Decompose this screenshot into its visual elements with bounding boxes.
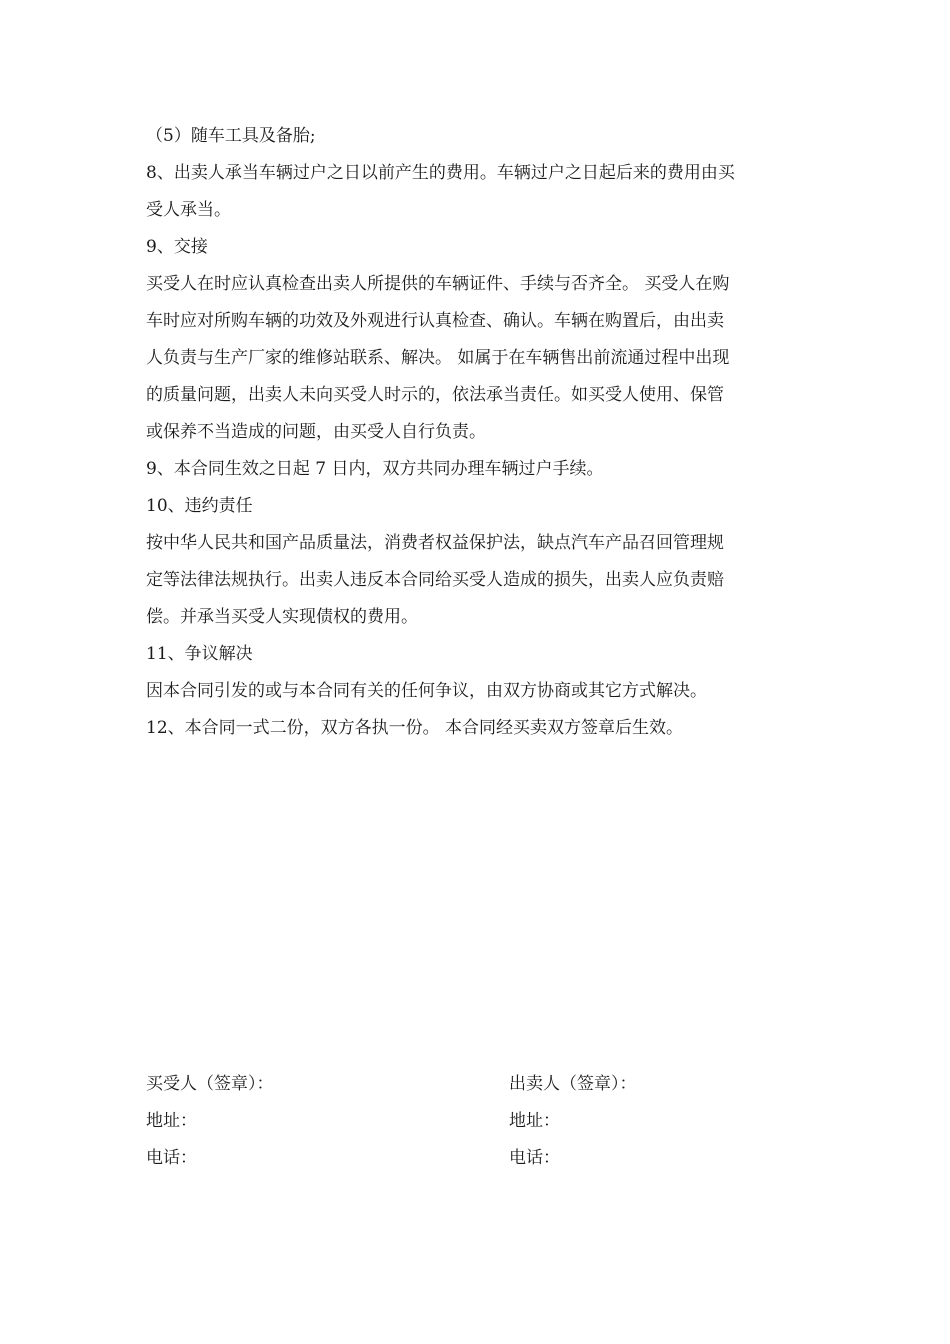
clause-9b-transfer: 9、本合同生效之日起 7 日内，双方共同办理车辆过户手续。 — [146, 459, 604, 479]
contract-body — [146, 118, 806, 747]
clause-8-line-1: 8、出卖人承当车辆过户之日以前产生的费用。车辆过户之日起后来的费用由买 — [146, 163, 735, 183]
buyer-sign-label: 买受人（签章）： — [146, 1074, 274, 1094]
clause-11-heading: 11、争议解决 — [146, 644, 253, 664]
seller-signature-column — [509, 1066, 637, 1177]
buyer-address-label: 地址： — [146, 1111, 197, 1131]
buyer-signature-column — [146, 1066, 274, 1177]
seller-sign-label: 出卖人（签章）： — [509, 1074, 637, 1094]
clause-12-line-1: 12、本合同一式二份，双方各执一份。 本合同经买卖双方签章后生效。 — [146, 718, 684, 738]
clause-9-heading: 9、交接 — [146, 237, 208, 257]
buyer-phone-label: 电话： — [146, 1148, 197, 1168]
clause-10-heading: 10、违约责任 — [146, 496, 253, 516]
line-tools-spare: （5）随车工具及备胎; — [146, 126, 316, 146]
seller-address-label: 地址： — [509, 1111, 560, 1131]
clause-9-line-2: 车时应对所购车辆的功效及外观进行认真检查、确认。车辆在购置后，由出卖 — [146, 311, 724, 331]
clause-10-line-1: 按中华人民共和国产品质量法，消费者权益保护法，缺点汽车产品召回管理规 — [146, 533, 724, 553]
clause-9-line-3: 人负责与生产厂家的维修站联系、解决。 如属于在车辆售出前流通过程中出现 — [146, 348, 730, 368]
clause-11-line-1: 因本合同引发的或与本合同有关的任何争议，由双方协商或其它方式解决。 — [146, 681, 707, 701]
clause-8-line-2: 受人承当。 — [146, 200, 231, 220]
clause-9-line-1: 买受人在时应认真检查出卖人所提供的车辆证件、手续与否齐全。 买受人在购 — [146, 274, 730, 294]
clause-9-line-5: 或保养不当造成的问题，由买受人自行负责。 — [146, 422, 486, 442]
clause-9-line-4: 的质量问题，出卖人未向买受人时示的，依法承当责任。如买受人使用、保管 — [146, 385, 724, 405]
seller-phone-label: 电话： — [509, 1148, 560, 1168]
clause-10-line-3: 偿。并承当买受人实现债权的费用。 — [146, 607, 418, 627]
clause-10-line-2: 定等法律法规执行。出卖人违反本合同给买受人造成的损失，出卖人应负责赔 — [146, 570, 724, 590]
